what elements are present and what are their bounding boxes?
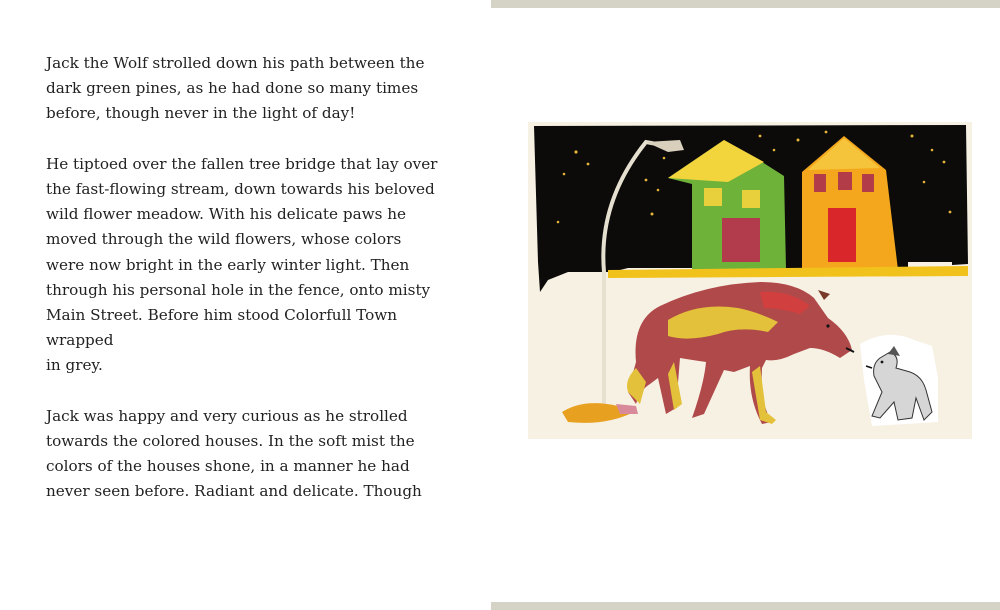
text-line: Jack was happy and very curious as he strolled: [46, 406, 408, 425]
text-line: through his personal hole in the fence, onto misty: [46, 280, 431, 299]
text-line: He tiptoed over the fallen tree bridge that lay over: [46, 154, 438, 173]
text-line: moved through the wild flowers, whose colors: [46, 230, 402, 249]
paragraph-1: [46, 51, 466, 127]
text-line: Main Street. Before him stood Colorfull Town: [46, 306, 398, 325]
text-line: wild flower meadow. With his delicate paws he: [46, 205, 407, 224]
page-edge-top: [491, 0, 1000, 8]
text-line: wrapped: [46, 331, 114, 350]
text-line: colors of the houses shone, in a manner he had: [46, 457, 410, 476]
wolf-town-illustration: [528, 122, 972, 439]
page-edge-bottom: [491, 602, 1000, 610]
text-line: never seen before. Radiant and delicate. Though: [46, 482, 422, 501]
text-line: towards the colored houses. In the soft mist the: [46, 432, 415, 451]
text-line: dark green pines, as he had done so many times: [46, 79, 419, 98]
text-line: before, though never in the light of day!: [46, 104, 356, 123]
text-line: the fast-flowing stream, down towards his beloved: [46, 180, 435, 198]
text-line: were now bright in the early winter light. Then: [46, 255, 410, 274]
text-line: Jack the Wolf strolled down his path between the: [46, 54, 425, 72]
small-dog-figure: [860, 335, 938, 426]
text-line: in grey.: [46, 356, 103, 375]
paragraph-2: [46, 152, 466, 379]
paragraph-3: [46, 404, 466, 505]
left-page: [0, 0, 491, 610]
story-text: [46, 51, 466, 530]
